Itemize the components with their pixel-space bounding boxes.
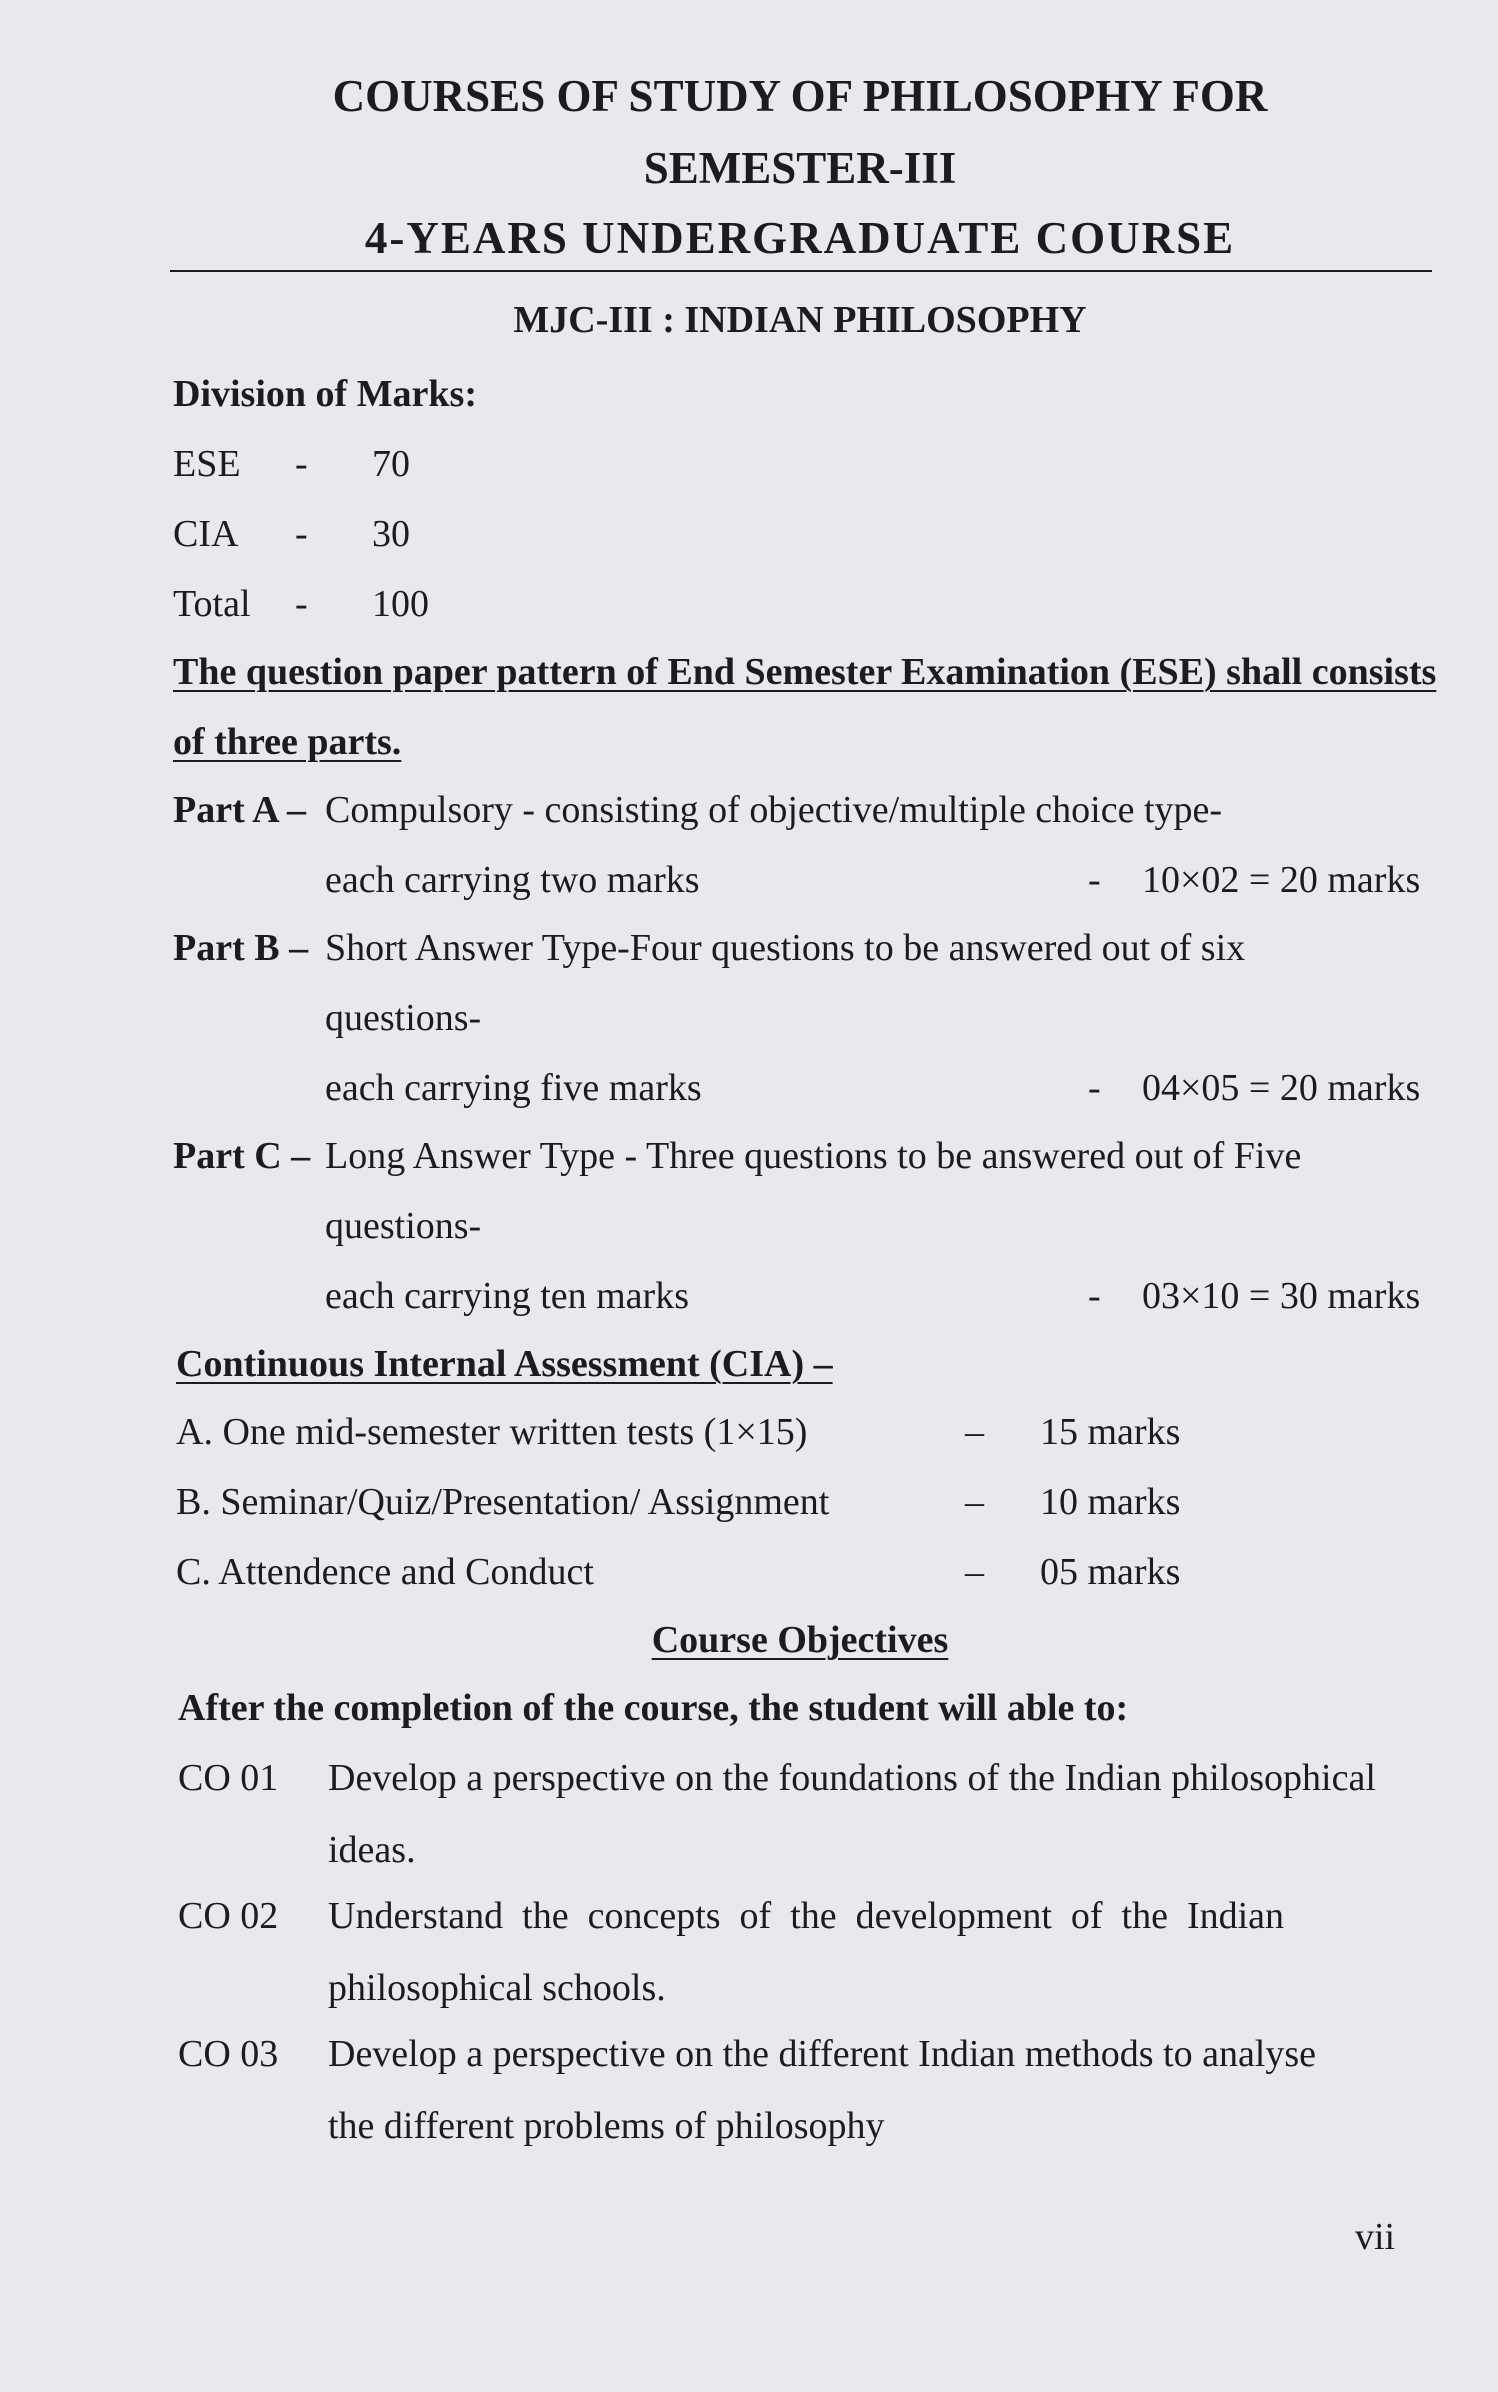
heading-line-1: COURSES OF STUDY OF PHILOSOPHY FOR bbox=[332, 71, 1268, 121]
heading-divider bbox=[170, 270, 1432, 272]
heading-line-2: SEMESTER-III bbox=[643, 143, 957, 193]
course-title: MJC-III : INDIAN PHILOSOPHY bbox=[513, 299, 1087, 341]
objectives-intro: After the completion of the course, the student will able to: bbox=[178, 1687, 1129, 1729]
heading-line-3: 4-YEARS UNDERGRADUATE COURSE bbox=[364, 213, 1236, 263]
cia-heading: Continuous Internal Assessment (CIA) – bbox=[176, 1343, 833, 1385]
document-page: COURSES OF STUDY OF PHILOSOPHY FOR SEMESTER-III 4-YEARS UNDERGRADUATE COURSE MJC-III : INDIAN PHILOSOPHY Division of Marks: ESE - 70 CIA - 30 Total - 100 The question paper pattern of End Semester Examination (ESE) shall consists of three parts. Part A – Compulsory - consisting of objective/multiple choice type- each carrying two marks - 10×02 = 20 marks Part B – Short Answer Type-Four questions to be answered out of six questions- each carrying five marks - 04×05 = 20 marks Part C – Long Answer Type - Three questions to be answered out of Five questions- each carrying ten marks - 03×10 = 30 marks Continuous Internal Assessment (CIA) – A. One mid-semester written tests (1×15) – 15 marks B. Seminar/Quiz/Presentation/ Assignment – 10 marks C. Attendence and Conduct – 05 marks Course Objectives After the completion of the course, the student will able to: CO 01 Develop a perspective on the foundations of the Indian philosophical ideas. CO 02 Understand the concepts of the development of the Indian philosophical schools. CO 03 Develop a perspective on the different Indian methods to analyse the different problems of philosophy vii bbox=[0, 0, 1498, 2392]
division-heading: Division of Marks: bbox=[173, 373, 477, 415]
ese-pattern-heading: The question paper pattern of End Semester Examination (ESE) shall consists bbox=[173, 651, 1437, 693]
page-number: vii bbox=[1355, 2216, 1396, 2258]
ese-pattern-heading-cont: of three parts. bbox=[173, 721, 402, 763]
objectives-heading: Course Objectives bbox=[651, 1619, 949, 1661]
